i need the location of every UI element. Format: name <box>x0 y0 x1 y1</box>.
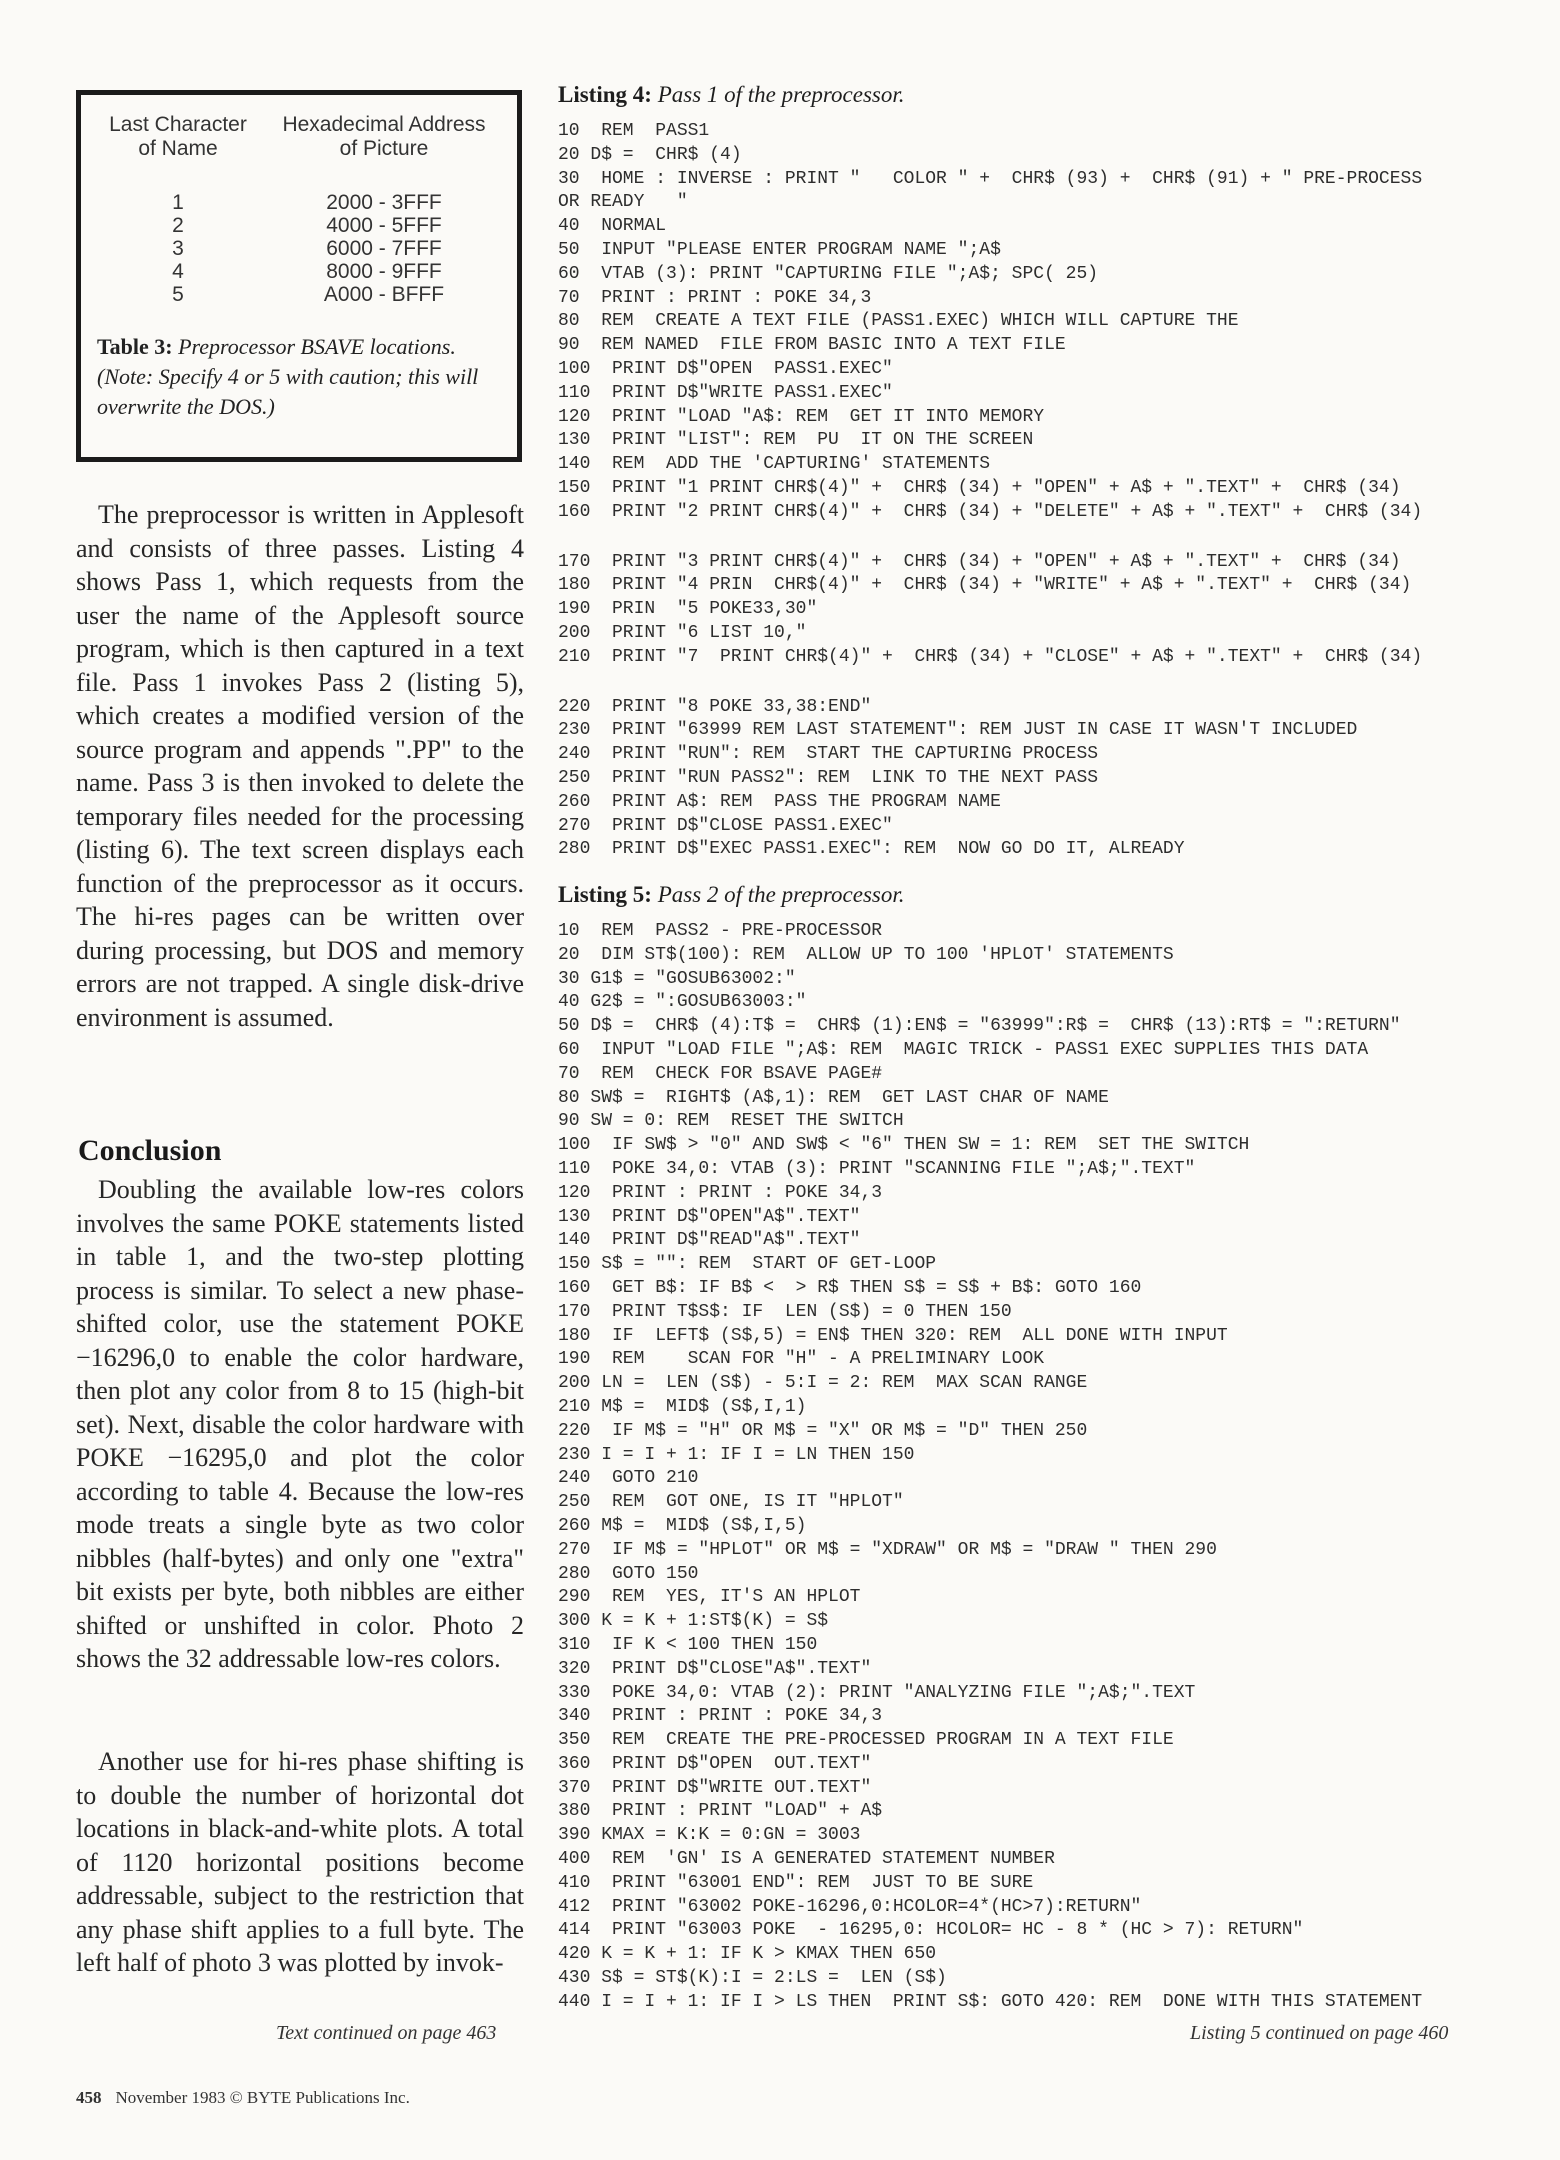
code-line: 260 PRINT A$: REM PASS THE PROGRAM NAME <box>558 791 1001 812</box>
caption-label: Table 3: <box>97 334 173 359</box>
code-line: 200 PRINT "6 LIST 10," <box>558 622 807 643</box>
code-line: 420 K = K + 1: IF K > KMAX THEN 650 <box>558 1944 937 1965</box>
body-paragraph: Another use for hi-res phase shifting is to double the number of horizontal dot locations in black-and-white plots. A total of 1120 horizontal positions become addressable, subject to the restriction that any phase shift applies to a full byte. The left half of photo 3 was plotted by invok- <box>76 1747 524 1977</box>
code-line: 120 PRINT : PRINT : POKE 34,3 <box>558 1182 883 1203</box>
code-line: 210 M$ = MID$ (S$,I,1) <box>558 1396 807 1417</box>
listing-5-title <box>558 880 1498 910</box>
code-line: 412 PRINT "63002 POKE-16296,0:HCOLOR=4*(HC>7):RETURN" <box>558 1896 1142 1917</box>
code-line: 90 SW = 0: REM RESET THE SWITCH <box>558 1111 904 1132</box>
code-line: 370 PRINT D$"WRITE OUT.TEXT" <box>558 1777 872 1798</box>
code-line: 280 GOTO 150 <box>558 1563 699 1584</box>
code-line: 250 REM GOT ONE, IS IT "HPLOT" <box>558 1492 904 1513</box>
code-line: 230 I = I + 1: IF I = LN THEN 150 <box>558 1444 915 1465</box>
code-line: 280 PRINT D$"EXEC PASS1.EXEC": REM NOW GO DO IT, ALREADY <box>558 839 1185 860</box>
code-line: 210 PRINT "7 PRINT CHR$(4)" + CHR$ (34) + "CLOSE" + A$ + ".TEXT" + CHR$ (34) <box>558 646 1423 667</box>
listing-5-code <box>558 920 1498 2015</box>
table-3-col2-header <box>263 113 505 161</box>
table-row <box>93 237 505 260</box>
code-line: 180 IF LEFT$ (S$,5) = EN$ THEN 320: REM ALL DONE WITH INPUT <box>558 1325 1228 1346</box>
header-line: of Picture <box>339 137 429 160</box>
table-row <box>93 214 505 237</box>
code-line: 120 PRINT "LOAD "A$: REM GET IT INTO MEMORY <box>558 406 1045 427</box>
code-line: 360 PRINT D$"OPEN OUT.TEXT" <box>558 1753 872 1774</box>
code-line: 230 PRINT "63999 REM LAST STATEMENT": REM JUST IN CASE IT WASN'T INCLUDED <box>558 720 1358 741</box>
table-3-header <box>93 113 505 161</box>
code-line: 300 K = K + 1:ST$(K) = S$ <box>558 1611 829 1632</box>
code-line: 330 POKE 34,0: VTAB (2): PRINT "ANALYZING FILE ";A$;".TEXT <box>558 1682 1196 1703</box>
code-line: 170 PRINT T$S$: IF LEN (S$) = 0 THEN 150 <box>558 1301 1012 1322</box>
table-cell: A000 - BFFF <box>323 283 445 306</box>
code-line: 414 PRINT "63003 POKE - 16295,0: HCOLOR= HC - 8 * (HC > 7): RETURN" <box>558 1920 1304 1941</box>
code-line: 140 PRINT D$"READ"A$".TEXT" <box>558 1230 861 1251</box>
code-line: 130 PRINT "LIST": REM PU IT ON THE SCREEN <box>558 430 1034 451</box>
table-cell: 3 <box>172 237 184 260</box>
code-line: 320 PRINT D$"CLOSE"A$".TEXT" <box>558 1658 872 1679</box>
code-line: 100 PRINT D$"OPEN PASS1.EXEC" <box>558 358 893 379</box>
code-line: 190 PRIN "5 POKE33,30" <box>558 599 818 620</box>
listing-caption: Pass 1 of the preprocessor. <box>657 82 905 107</box>
table-cell: 4000 - 5FFF <box>326 214 442 237</box>
code-line: 50 D$ = CHR$ (4):T$ = CHR$ (1):EN$ = "63999":R$ = CHR$ (13):RT$ = ":RETURN" <box>558 1016 1401 1037</box>
code-line: 10 REM PASS2 - PRE-PROCESSOR <box>558 921 883 941</box>
code-line: 140 REM ADD THE 'CAPTURING' STATEMENTS <box>558 454 991 475</box>
table-cell: 8000 - 9FFF <box>326 260 442 283</box>
code-line: 340 PRINT : PRINT : POKE 34,3 <box>558 1706 883 1727</box>
table-cell: 1 <box>172 191 184 214</box>
code-line: 150 S$ = "": REM START OF GET-LOOP <box>558 1254 937 1275</box>
code-line: 170 PRINT "3 PRINT CHR$(4)" + CHR$ (34) + "OPEN" + A$ + ".TEXT" + CHR$ (34) <box>558 551 1401 572</box>
code-line: 400 REM 'GN' IS A GENERATED STATEMENT NUMBER <box>558 1849 1055 1870</box>
code-line: 160 PRINT "2 PRINT CHR$(4)" + CHR$ (34) + "DELETE" + A$ + ".TEXT" + CHR$ (34) <box>558 501 1423 522</box>
listing-4-title <box>558 80 1498 110</box>
code-line <box>558 670 1498 696</box>
table-3-col1-header <box>93 113 263 161</box>
code-line: OR READY " <box>558 192 688 213</box>
footer-text: November 1983 © BYTE Publications Inc. <box>115 2088 410 2107</box>
listing-label: Listing 4: <box>558 82 652 107</box>
code-line: 220 PRINT "8 POKE 33,38:END" <box>558 696 872 717</box>
header-line: Last Character <box>109 113 247 136</box>
section-heading: Conclusion <box>78 1134 222 1167</box>
code-line: 80 SW$ = RIGHT$ (A$,1): REM GET LAST CHAR OF NAME <box>558 1087 1109 1108</box>
page-footer <box>76 2088 410 2108</box>
page-number: 458 <box>76 2088 102 2107</box>
code-line: 10 REM PASS1 <box>558 121 710 141</box>
table-3-body <box>93 191 505 306</box>
code-line: 390 KMAX = K:K = 0:GN = 3003 <box>558 1825 861 1846</box>
code-line: 440 I = I + 1: IF I > LS THEN PRINT S$: GOTO 420: REM DONE WITH THIS STATEMENT <box>558 1991 1423 2012</box>
code-line: 80 REM CREATE A TEXT FILE (PASS1.EXEC) WHICH WILL CAPTURE THE <box>558 311 1239 332</box>
code-line: 30 HOME : INVERSE : PRINT " COLOR " + CHR$ (93) + CHR$ (91) + " PRE-PROCESS <box>558 168 1423 189</box>
code-line: 380 PRINT : PRINT "LOAD" + A$ <box>558 1801 883 1822</box>
code-line: 260 M$ = MID$ (S$,I,5) <box>558 1515 807 1536</box>
code-line: 70 PRINT : PRINT : POKE 34,3 <box>558 287 872 308</box>
code-line: 190 REM SCAN FOR "H" - A PRELIMINARY LOOK <box>558 1349 1045 1370</box>
code-line: 220 IF M$ = "H" OR M$ = "X" OR M$ = "D" THEN 250 <box>558 1420 1088 1441</box>
table-row <box>93 283 505 306</box>
code-line: 430 S$ = ST$(K):I = 2:LS = LEN (S$) <box>558 1968 947 1989</box>
listing-4-code <box>558 120 1498 862</box>
code-line: 60 VTAB (3): PRINT "CAPTURING FILE ";A$; SPC( 25) <box>558 263 1099 284</box>
continued-note: Text continued on page 463 <box>276 2022 497 2044</box>
table-cell: 4 <box>172 260 184 283</box>
table-3-caption <box>93 332 505 422</box>
code-line: 150 PRINT "1 PRINT CHR$(4)" + CHR$ (34) + "OPEN" + A$ + ".TEXT" + CHR$ (34) <box>558 477 1401 498</box>
code-line: 270 PRINT D$"CLOSE PASS1.EXEC" <box>558 815 893 836</box>
code-line: 20 D$ = CHR$ (4) <box>558 144 742 165</box>
table-cell: 2000 - 3FFF <box>326 191 442 214</box>
code-line: 180 PRINT "4 PRIN CHR$(4)" + CHR$ (34) + "WRITE" + A$ + ".TEXT" + CHR$ (34) <box>558 575 1412 596</box>
code-line <box>558 525 1498 551</box>
code-line: 90 REM NAMED FILE FROM BASIC INTO A TEXT FILE <box>558 335 1066 356</box>
code-line: 130 PRINT D$"OPEN"A$".TEXT" <box>558 1206 861 1227</box>
code-line: 20 DIM ST$(100): REM ALLOW UP TO 100 'HPLOT' STATEMENTS <box>558 944 1174 965</box>
listing-label: Listing 5: <box>558 882 652 907</box>
code-line: 110 POKE 34,0: VTAB (3): PRINT "SCANNING FILE ";A$;".TEXT" <box>558 1158 1196 1179</box>
code-line: 410 PRINT "63001 END": REM JUST TO BE SURE <box>558 1872 1034 1893</box>
code-line: 30 G1$ = "GOSUB63002:" <box>558 968 796 989</box>
code-line: 50 INPUT "PLEASE ENTER PROGRAM NAME ";A$ <box>558 239 1001 260</box>
table-cell: 6000 - 7FFF <box>326 237 442 260</box>
code-line: 160 GET B$: IF B$ < > R$ THEN S$ = S$ + B$: GOTO 160 <box>558 1277 1142 1298</box>
code-line: 100 IF SW$ > "0" AND SW$ < "6" THEN SW = 1: REM SET THE SWITCH <box>558 1135 1250 1156</box>
table-3-box <box>76 90 522 462</box>
code-line: 40 NORMAL <box>558 216 667 237</box>
code-line: 270 IF M$ = "HPLOT" OR M$ = "XDRAW" OR M$ = "DRAW " THEN 290 <box>558 1539 1217 1560</box>
code-line: 240 PRINT "RUN": REM START THE CAPTURING PROCESS <box>558 744 1099 765</box>
code-line: 290 REM YES, IT'S AN HPLOT <box>558 1587 861 1608</box>
code-line: 60 INPUT "LOAD FILE ";A$: REM MAGIC TRICK - PASS1 EXEC SUPPLIES THIS DATA <box>558 1039 1369 1060</box>
table-row <box>93 191 505 214</box>
body-paragraph: Doubling the available low-res colors involves the same POKE statements listed in table 1, and the two-step plotting process is similar. To select a new phase-shifted color, use the statement POKE −16296,0 to enable the color hardware, then plot any color from 8 to 15 (high-bit set). Next, disable the color hardware with POKE −16295,0 and plot the color according to table 4. Because the low-res mode treats a single byte as two color nibbles (half-bytes) and only one "extra" bit exists per byte, both nibbles are either shifted or unshifted in color. Photo 2 shows the 32 addressable low-res colors. <box>76 1175 524 1673</box>
body-paragraph: The preprocessor is written in Applesoft and consists of three passes. Listing 4 shows Pass 1, which requests from the user the name of the Applesoft source program, which is then captured in a text file. Pass 1 invokes Pass 2 (listing 5), which creates a modified version of the source program and appends ".PP" to the name. Pass 3 is then invoked to delete the temporary files needed for the processing (listing 6). The text screen displays each function of the preprocessor as it occurs. The hi-res pages can be written over during processing, but DOS and memory errors are not trapped. A single disk-drive environment is assumed. <box>76 500 524 1032</box>
code-line: 250 PRINT "RUN PASS2": REM LINK TO THE NEXT PASS <box>558 767 1099 788</box>
code-line: 200 LN = LEN (S$) - 5:I = 2: REM MAX SCAN RANGE <box>558 1373 1088 1394</box>
code-line: 310 IF K < 100 THEN 150 <box>558 1634 818 1655</box>
table-row <box>93 260 505 283</box>
code-line: 40 G2$ = ":GOSUB63003:" <box>558 992 807 1013</box>
listing-caption: Pass 2 of the preprocessor. <box>657 882 905 907</box>
header-line: of Name <box>138 137 218 160</box>
caption-text: Preprocessor BSAVE locations. (Note: Specify 4 or 5 with caution; this will overwrite the DOS.) <box>97 334 479 419</box>
continued-note: Listing 5 continued on page 460 <box>1190 2022 1449 2044</box>
code-line: 240 GOTO 210 <box>558 1468 699 1489</box>
table-cell: 5 <box>172 283 184 306</box>
code-line: 350 REM CREATE THE PRE-PROCESSED PROGRAM IN A TEXT FILE <box>558 1730 1174 1751</box>
header-line: Hexadecimal Address <box>282 113 486 136</box>
code-line: 70 REM CHECK FOR BSAVE PAGE# <box>558 1063 883 1084</box>
table-cell: 2 <box>172 214 184 237</box>
code-line: 110 PRINT D$"WRITE PASS1.EXEC" <box>558 382 893 403</box>
